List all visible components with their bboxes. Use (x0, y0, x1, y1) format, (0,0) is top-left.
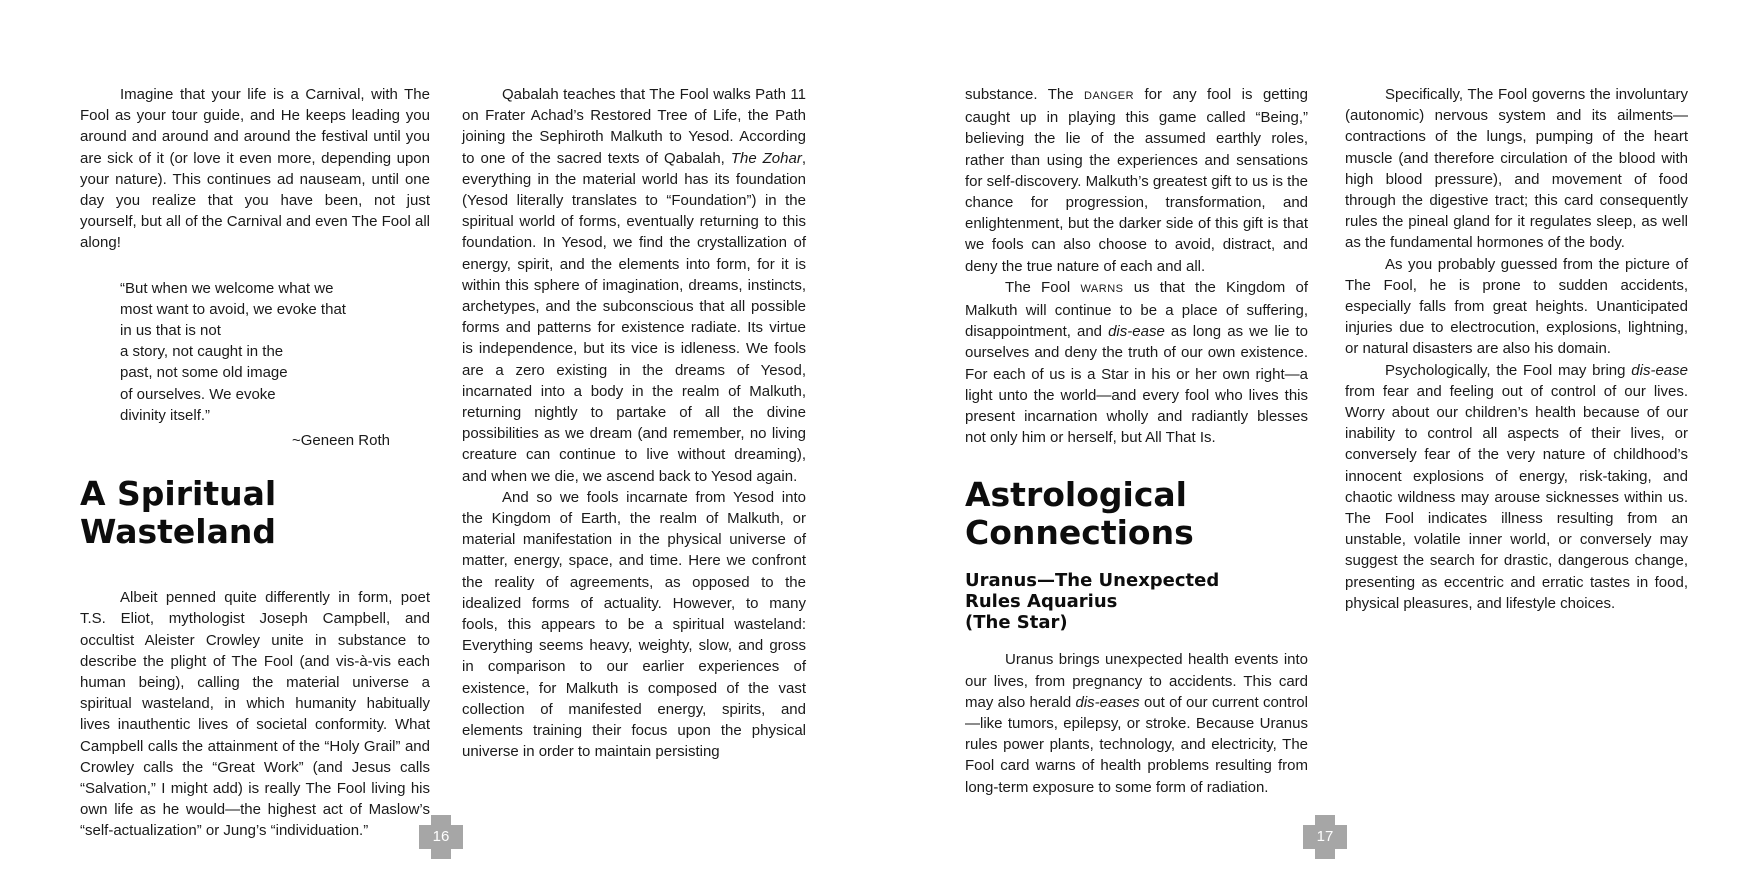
page-number: 16 (432, 828, 450, 845)
left-page-column-2 (462, 84, 806, 763)
subheading-line: Rules Aquarius (965, 591, 1118, 613)
quote-line: past, not some old image (120, 364, 288, 382)
qabalah-paragraph (462, 84, 806, 487)
quote-line: most want to avoid, we evoke that (120, 300, 346, 318)
subheading-line: Uranus—The Unexpected (965, 570, 1220, 592)
text-span: Qabalah teaches that The Fool walks Path 11 on Frater Achad’s Restored Tree of Life, the Path joining the Sephiroth Malkuth to Yesod. According to one of the sacred texts of Qabalah, (462, 86, 806, 167)
book-title: The Zohar (730, 149, 802, 167)
wasteland-paragraph: Albeit penned quite differently in form, poet T.S. Eliot, mythologist Joseph Campbell, and occultist Aleister Crowley unite in substance to describe the plight of The Fool (and vis-à-vis each human being), calling the material universe a spiritual wasteland, in which humanity habitually lives inauthentic lives of societal conformity. What Campbell calls the attainment of the “Holy Grail” and Crowley calls the “Great Work” (and Jesus calls “Salvation,” I might add) is really The Fool living his own life as he would—the highest act of Maslow’s “self-actualization” or Jung’s “individuation.” (80, 589, 430, 840)
warns-paragraph (965, 277, 1308, 449)
left-page-column-1 (80, 84, 430, 842)
quote-line: a story, not caught in the (120, 343, 284, 361)
quote-line: divinity itself.” (120, 406, 211, 424)
text-span: , everything in the material world has its foundation (Yesod literally translates to “Foundation”) in the spiritual world of forms, eventually returning to this foundation. In Yesod, we find the crystallization of energy, spirit, and the elements into form, for it is within this sphere of imagination, dreams, instincts, archetypes, and the subconscious that all possible forms and patterns for existence radiate. Its virtue is independence, but its vice is idleness. We fools are a zero existing in the dreams of Yesod, incarnated into a body in the realm of Malkuth, returning nightly to partake of all the divine possibilities as we dream (and remember, no living creature can continue to live without dreaming), and when we die, we ascend back to Yesod again. (462, 149, 806, 485)
page-number-badge (419, 815, 463, 859)
quote-line: “But when we welcome what we (120, 279, 334, 297)
right-page-column-2 (1345, 84, 1688, 614)
quote-line: of ourselves. We evoke (120, 385, 276, 403)
emphasis: dis-eases (1075, 693, 1140, 711)
psychological-paragraph (1345, 360, 1688, 614)
section-heading-spiritual-wasteland (80, 475, 430, 551)
heading-line: A Spiritual (80, 474, 277, 514)
accidents-paragraph: As you probably guessed from the picture of The Fool, he is prone to sudden accidents, especially falls from great heights. Unanticipated injuries due to electrocution, explosions, lightning, or natural disasters are also his domain. (1345, 255, 1688, 358)
heading-line: Astrological (965, 475, 1187, 515)
right-page (880, 0, 1760, 880)
subheading-uranus (965, 570, 1308, 633)
emphasis: dis-ease (1108, 323, 1165, 341)
text-span: out of our current control—like tumors, epilepsy, or stroke. Because Uranus rules power plants, technology, and electricity, The Fool card warns of health problems resulting from long-term exposure to some form of radiation. (965, 693, 1308, 796)
small-caps-word: WARNS (1080, 282, 1124, 295)
text-span: Psychologically, the Fool may bring (1385, 361, 1632, 379)
page-number: 17 (1316, 828, 1334, 845)
text-span: from fear and feeling out of control of our lives. Worry about our children’s health because of our inability to control all aspects of their lives, or conversely fear of the very nature of childhood’s innocent explosions of energy, risk-taking, and chaotic wildness may arouse sicknesses within us. The Fool indicates illness resulting from an unstable, volatile inner world, or conversely may suggest the search for drastic, dangerous change, presenting as eccentric and erratic tastes in food, physical pleasures, and lifestyle choices. (1345, 382, 1688, 612)
uranus-paragraph (965, 649, 1308, 797)
text-span: The Fool (1005, 278, 1081, 296)
text-span: substance. The (965, 86, 1084, 103)
right-page-column-1 (965, 84, 1308, 798)
nervous-system-paragraph: Specifically, The Fool governs the involuntary (autonomic) nervous system and its ailments—contractions of the lungs, pumping of the heart muscle (and therefore circulation of the blood with high blood pressure), and movement of food through the digestive tract; this card consequently rules the pineal gland for it regulates sleep, as well as the fundamental hormones of the body. (1345, 86, 1688, 252)
incarnation-paragraph: And so we fools incarnate from Yesod into the Kingdom of Earth, the realm of Malkuth, or material manifestation in the physical universe of matter, energy, space, and time. Here we confront the reality of agreements, as opposed to the idealized forms of actuality. However, to many fools, this appears to be a spiritual wasteland: Everything seems heavy, weighty, slow, and gross in comparison to our earlier experiences of existence, for Malkuth is composed of the vast collection of manifested energy, spirits, and elements training their focus upon the physical universe in order to maintain persisting (462, 488, 806, 761)
text-span: for any fool is getting caught up in playing this game called “Being,” believing the lie of the assumed earthly roles, rather than using the experiences and sensations for self-discovery. Malkuth’s greatest gift to us is the chance for progression, transformation, and enlightenment, but the darker side of this gift is that we fools can also choose to avoid, distract, and deny the true nature of each and all. (965, 86, 1308, 275)
text-span: Uranus brings unexpected health events into our lives, from pregnancy to accidents. This card may also herald (965, 651, 1308, 711)
quote-attribution: ~Geneen Roth (292, 432, 390, 450)
epigraph-quote (120, 278, 390, 452)
intro-paragraph: Imagine that your life is a Carnival, with The Fool as your tour guide, and He keeps leading you around and around and around the festival until you are sick of it (or love it even more, depending upon your nature). This continues ad nauseam, until one day you realize that you have been, not just yourself, but all of the Carnival and even The Fool all along! (80, 86, 430, 252)
small-caps-word: DANGER (1084, 90, 1135, 102)
heading-line: Connections (965, 513, 1194, 553)
text-span: us that the Kingdom of Malkuth will continue to be a place of suffering, disappointment, and (965, 278, 1308, 341)
section-heading-astrological-connections (965, 476, 1308, 552)
subheading-line: (The Star) (965, 612, 1068, 634)
page-number-badge (1303, 815, 1347, 859)
heading-line: Wasteland (80, 512, 276, 552)
emphasis: dis-ease (1631, 361, 1688, 379)
danger-paragraph (965, 84, 1308, 277)
quote-line: in us that is not (120, 322, 221, 340)
text-span: as long as we lie to ourselves and deny the truth of our own existence. For each of us is a Star in his or her own right—a light unto the world—and every fool who lives this present incarnation wholly and radiantly blesses not only him or herself, but All That Is. (965, 323, 1308, 447)
